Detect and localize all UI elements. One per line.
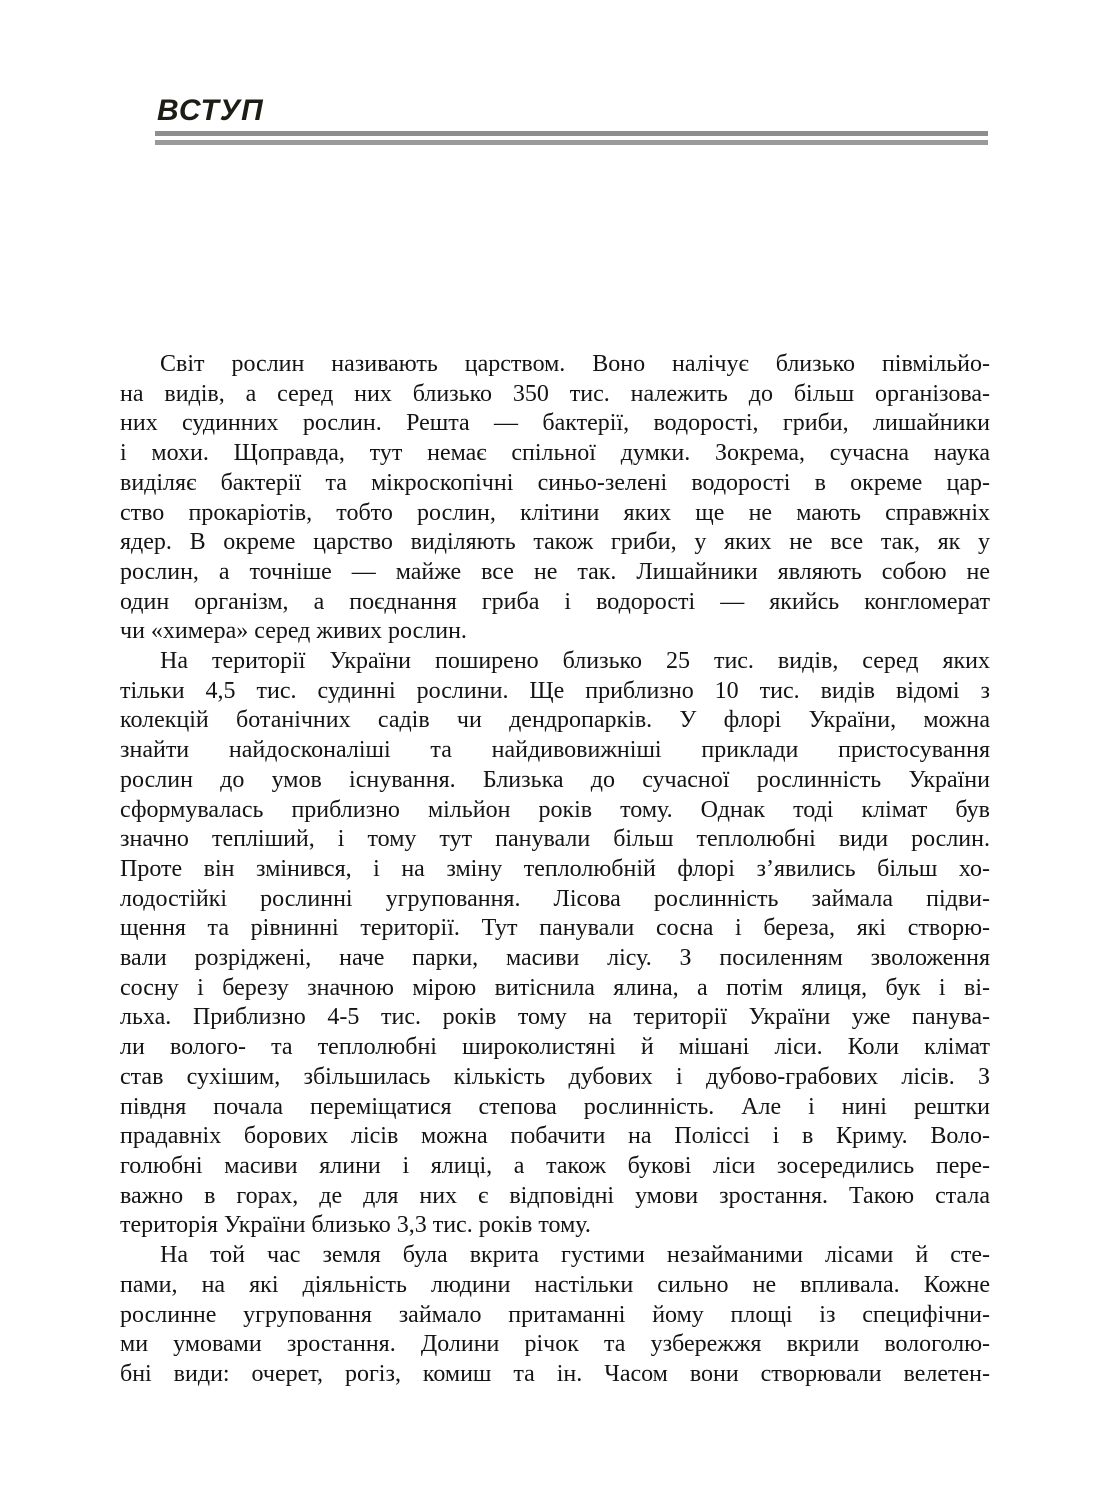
text-line: виділяє бактерії та мікроскопічні синьо-зелені водорості в окреме цар- bbox=[120, 469, 990, 496]
text-line: Проте він змінився, і на зміну теплолюбній флорі з’явились більш хо- bbox=[120, 855, 990, 882]
text-line: Світ рослин називають царством. Воно налічує близько півмільйо- bbox=[160, 351, 990, 377]
body-text bbox=[120, 350, 990, 1390]
text-line: важно в горах, де для них є відповідні умови зростання. Такою стала bbox=[120, 1182, 990, 1209]
text-line: знайти найдосконаліші та найдивовижніші приклади пристосування bbox=[120, 737, 990, 764]
text-line: бні види: очерет, рогіз, комиш та ін. Часом вони створювали велетен- bbox=[120, 1360, 990, 1387]
text-line: ядер. В окреме царство виділяють також гриби, у яких не все так, як у bbox=[120, 529, 990, 556]
text-line: На той час земля була вкрита густими незайманими лісами й сте- bbox=[160, 1242, 990, 1269]
text-line: колекцій ботанічних садів чи дендропарків. У флорі України, можна bbox=[120, 707, 990, 734]
text-line: значно тепліший, і тому тут панували більш теплолюбні види рослин. bbox=[120, 826, 990, 853]
text-line: став сухішим, збільшилась кількість дубових і дубово-грабових лісів. З bbox=[120, 1063, 990, 1090]
page-title: ВСТУП bbox=[157, 94, 264, 127]
header-rule-top bbox=[155, 131, 988, 136]
text-line: територія України близько 3,3 тис. років тому. bbox=[120, 1212, 591, 1239]
text-line: один організм, а поєднання гриба і водорості — якийсь конгломерат bbox=[120, 588, 990, 615]
text-line: сформувалась приблизно мільйон років тому. Однак тоді клімат був bbox=[120, 796, 990, 823]
text-line: вали розріджені, наче парки, масиви лісу. З посиленням зволоження bbox=[120, 945, 990, 972]
text-line: них судинних рослин. Решта — бактерії, водорості, гриби, лишайники bbox=[120, 410, 990, 437]
text-line: пами, на які діяльність людини настільки сильно не впливала. Кожне bbox=[120, 1271, 990, 1298]
text-line: голюбні масиви ялини і ялиці, а також букові ліси зосередились пере- bbox=[120, 1152, 990, 1179]
text-line: рослинне угруповання займало притаманні йому площі із специфічни- bbox=[120, 1301, 990, 1328]
text-line: на видів, а серед них близько 350 тис. належить до більш організова- bbox=[120, 380, 990, 407]
text-line: рослин до умов існування. Близька до сучасної рослинність України bbox=[120, 766, 990, 793]
text-line: півдня почала переміщатися степова рослинність. Але і нині рештки bbox=[120, 1093, 990, 1120]
text-line: ство прокаріотів, тобто рослин, клітини яких ще не мають справжніх bbox=[120, 499, 990, 526]
text-line: сосну і березу значною мірою витіснила ялина, а потім ялиця, бук і ві- bbox=[120, 974, 990, 1001]
text-line: лодостійкі рослинні угруповання. Лісова рослинність займала підви- bbox=[120, 885, 990, 912]
text-line: рослин, а точніше — майже все не так. Лишайники являють собою не bbox=[120, 558, 990, 585]
text-line: чи «химера» серед живих рослин. bbox=[120, 618, 467, 645]
text-line: тільки 4,5 тис. судинні рослини. Ще приблизно 10 тис. видів відомі з bbox=[120, 677, 990, 704]
header-rule-bottom bbox=[155, 140, 988, 145]
text-line: щення та рівнинні території. Тут панували сосна і береза, які створю- bbox=[120, 915, 990, 942]
text-line: ми умовами зростання. Долини річок та узбережжя вкрили вологолю- bbox=[120, 1331, 990, 1358]
text-line: ли волого- та теплолюбні широколистяні й мішані ліси. Коли клімат bbox=[120, 1034, 990, 1061]
text-line: і мохи. Щоправда, тут немає спільної думки. Зокрема, сучасна наука bbox=[120, 440, 990, 467]
text-line: льха. Приблизно 4-5 тис. років тому на території України уже панува- bbox=[120, 1004, 990, 1031]
text-line: прадавніх борових лісів можна побачити на Поліссі і в Криму. Воло- bbox=[120, 1123, 990, 1150]
text-line: На території України поширено близько 25 тис. видів, серед яких bbox=[160, 648, 990, 675]
